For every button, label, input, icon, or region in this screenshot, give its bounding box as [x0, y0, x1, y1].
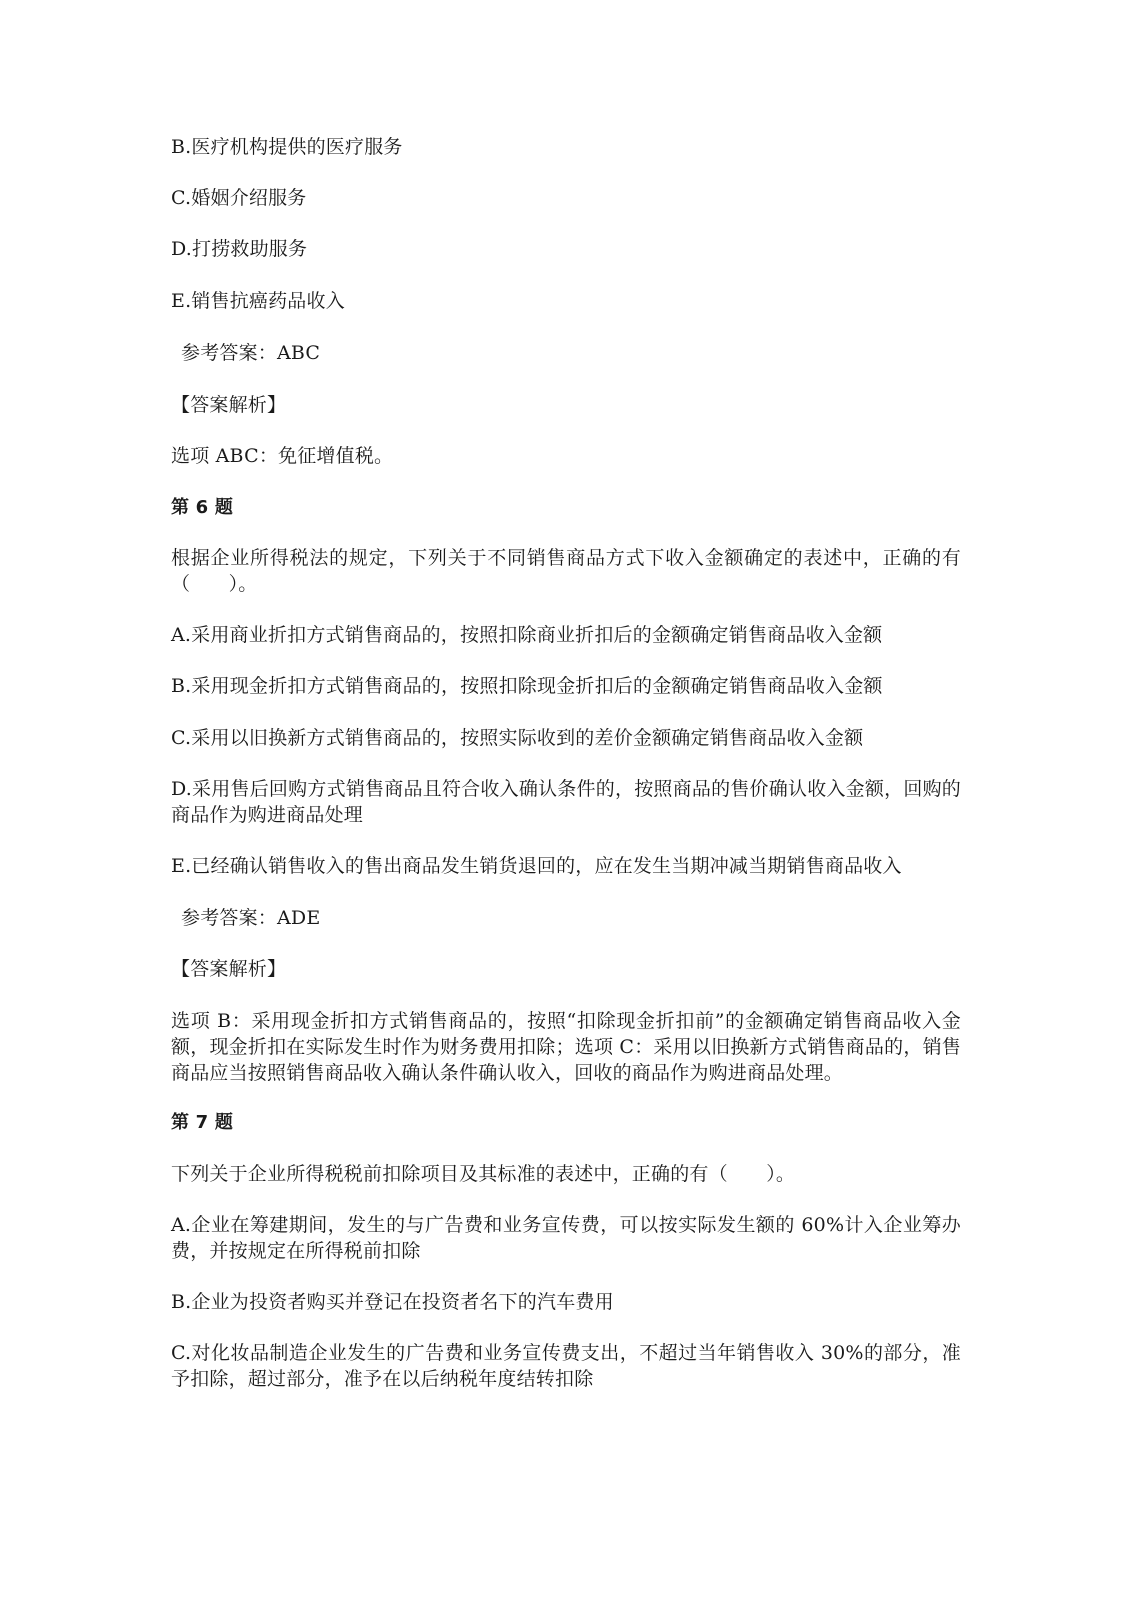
q6-answer: 参考答案：ADE [181, 907, 321, 929]
q5-answer: 参考答案：ABC [181, 342, 321, 364]
q5-analysis: 选项 ABC：免征增值税。 [171, 445, 394, 467]
q6-option-a: A.采用商业折扣方式销售商品的，按照扣除商业折扣后的金额确定销售商品收入金额 [171, 624, 883, 646]
q6-title: 第 6 题 [171, 497, 234, 518]
q5-option-d: D.打捞救助服务 [171, 238, 308, 260]
q6-analysis: 选项 B：采用现金折扣方式销售商品的，按照“扣除现金折扣前”的金额确定销售商品收入金额，现金折扣在实际发生时作为财务费用扣除；选项 C：采用以旧换新方式销售商品的，销售商品应当按照销售商品收入确认条件确认收入，回收的商品作为购进商品处理。 [171, 1010, 961, 1084]
q5-option-b: B.医疗机构提供的医疗服务 [171, 136, 403, 158]
q6-analysis-label: 【答案解析】 [171, 958, 287, 980]
q5-option-c: C.婚姻介绍服务 [171, 187, 307, 209]
q6-option-c: C.采用以旧换新方式销售商品的，按照实际收到的差价金额确定销售商品收入金额 [171, 727, 864, 749]
q6-option-b: B.采用现金折扣方式销售商品的，按照扣除现金折扣后的金额确定销售商品收入金额 [171, 675, 883, 697]
q7-option-b: B.企业为投资者购买并登记在投资者名下的汽车费用 [171, 1291, 614, 1313]
q6-option-e: E.已经确认销售收入的售出商品发生销货退回的，应在发生当期冲减当期销售商品收入 [171, 855, 902, 877]
q7-title: 第 7 题 [171, 1112, 234, 1133]
q6-stem: 根据企业所得税法的规定，下列关于不同销售商品方式下收入金额确定的表述中，正确的有（ ）。 [171, 547, 961, 595]
q6-option-d: D.采用售后回购方式销售商品且符合收入确认条件的，按照商品的售价确认收入金额，回购的商品作为购进商品处理 [171, 778, 961, 826]
q7-stem: 下列关于企业所得税税前扣除项目及其标准的表述中，正确的有（ ）。 [171, 1163, 796, 1185]
q7-option-c: C.对化妆品制造企业发生的广告费和业务宣传费支出，不超过当年销售收入 30%的部分，准予扣除，超过部分，准予在以后纳税年度结转扣除 [171, 1342, 961, 1390]
q5-option-e: E.销售抗癌药品收入 [171, 290, 345, 312]
q7-option-a: A.企业在筹建期间，发生的与广告费和业务宣传费，可以按实际发生额的 60%计入企业筹办费，并按规定在所得税前扣除 [171, 1214, 961, 1262]
q5-analysis-label: 【答案解析】 [171, 394, 287, 416]
